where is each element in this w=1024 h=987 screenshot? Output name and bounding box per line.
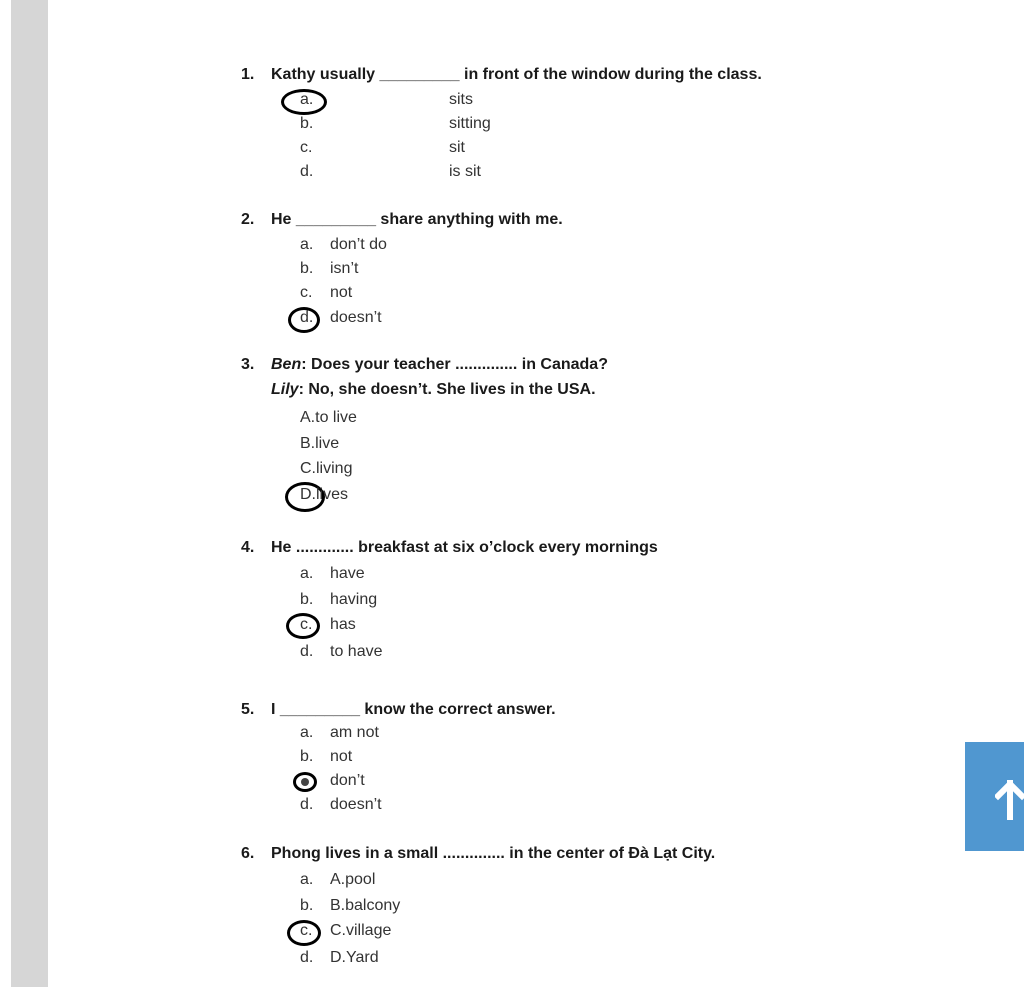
option-text: is sit: [449, 163, 481, 180]
option-text: sit: [449, 139, 465, 156]
option-letter: d.: [300, 643, 314, 660]
option-text: not: [330, 748, 353, 765]
option-letter: c.: [300, 922, 313, 939]
question-text: He ............. breakfast at six o’clock every mornings: [271, 539, 658, 556]
scroll-to-top-button[interactable]: [965, 742, 1024, 851]
option-letter: b.: [300, 748, 314, 765]
question-number: 2.: [241, 211, 255, 228]
option-text: am not: [330, 724, 379, 741]
option-text: having: [330, 591, 378, 608]
speaker-name: Lily: [271, 381, 299, 398]
option-text: A.pool: [330, 871, 376, 888]
option-text: isn’t: [330, 260, 359, 277]
option-letter: d.: [300, 796, 314, 813]
option-text: B.live: [300, 435, 340, 452]
option-letter: a.: [300, 565, 314, 582]
dialogue-text: : No, she doesn’t. She lives in the USA.: [298, 381, 596, 398]
left-gutter: [0, 0, 11, 987]
option-text: B.balcony: [330, 897, 401, 914]
option-text: sitting: [449, 115, 491, 132]
option-letter: c.: [300, 284, 313, 301]
option-text: doesn’t: [330, 309, 382, 326]
question-text: Phong lives in a small .............. in the center of Đà Lạt City.: [271, 845, 716, 862]
option-letter: b.: [300, 115, 314, 132]
option-letter: c.: [300, 616, 313, 633]
option-text: A.to live: [300, 409, 357, 426]
option-letter: b.: [300, 260, 314, 277]
option-text: doesn’t: [330, 796, 382, 813]
viewer-side-bar: [11, 0, 48, 987]
question-number: 4.: [241, 539, 255, 556]
option-text: to have: [330, 643, 383, 660]
question-text: Kathy usually _________ in front of the window during the class.: [271, 66, 762, 83]
option-letter: a.: [300, 236, 314, 253]
speaker-name: Ben: [271, 356, 302, 373]
option-letter: a.: [300, 871, 314, 888]
question-number: 6.: [241, 845, 255, 862]
dialogue-text: : Does your teacher .............. in Canada?: [301, 356, 608, 373]
document-page: [48, 0, 1024, 987]
option-letter: d.: [300, 309, 314, 326]
option-letter: d.: [300, 163, 314, 180]
question-number: 1.: [241, 66, 255, 83]
option-text: C.village: [330, 922, 392, 939]
answer-circle: [293, 772, 317, 792]
option-letter: c.: [300, 139, 313, 156]
option-text: don’t: [330, 772, 365, 789]
option-text: D.Yard: [330, 949, 379, 966]
option-text: have: [330, 565, 365, 582]
option-text: C.living: [300, 460, 353, 477]
option-letter: a.: [300, 91, 314, 108]
question-text: He _________ share anything with me.: [271, 211, 563, 228]
option-text: don’t do: [330, 236, 387, 253]
dialogue-line-2: [271, 382, 596, 398]
option-letter: d.: [300, 949, 314, 966]
option-text: has: [330, 616, 356, 633]
dialogue-line-1: [271, 357, 608, 373]
question-number: 3.: [241, 356, 255, 373]
option-text: D.lives: [300, 486, 349, 503]
question-text: I _________ know the correct answer.: [271, 701, 556, 718]
option-letter: b.: [300, 591, 314, 608]
option-letter: a.: [300, 724, 314, 741]
option-letter: b.: [300, 897, 314, 914]
arrow-up-icon: [995, 780, 1024, 820]
option-text: sits: [449, 91, 473, 108]
question-number: 5.: [241, 701, 255, 718]
option-text: not: [330, 284, 353, 301]
